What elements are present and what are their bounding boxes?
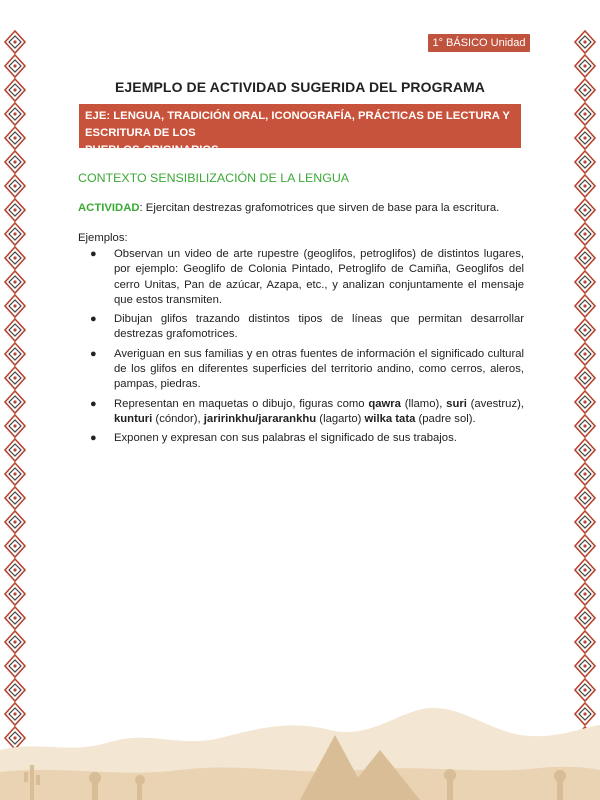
border-dot	[583, 520, 586, 523]
border-dot	[13, 280, 16, 283]
aymara-word: suri	[446, 397, 467, 410]
border-dot	[13, 64, 16, 67]
left-decorative-border	[4, 30, 26, 750]
activity-line	[78, 202, 528, 214]
text-segment: (lagarto)	[316, 412, 365, 425]
border-dot	[583, 544, 586, 547]
border-dot	[583, 496, 586, 499]
list-item-text: Dibujan glifos trazando distintos tipos de líneas que permitan desarrollar destrezas grafomotrices.	[114, 313, 524, 341]
border-dot	[13, 184, 16, 187]
border-dot	[13, 352, 16, 355]
list-item-text	[114, 398, 524, 425]
border-dot	[13, 520, 16, 523]
border-dot	[583, 40, 586, 43]
aymara-word: jaririnkhu/jararankhu	[203, 412, 317, 425]
border-dot	[13, 568, 16, 571]
border-dot	[583, 472, 586, 475]
border-dot	[13, 256, 16, 259]
border-dot	[13, 472, 16, 475]
border-dot	[583, 328, 586, 331]
eje-banner	[79, 104, 521, 156]
activity-text: : Ejercitan destrezas grafomotrices que sirven de base para la escritura.	[139, 202, 500, 214]
border-dot	[583, 208, 586, 211]
border-dot	[583, 448, 586, 451]
aymara-word: wilka tata	[364, 412, 416, 425]
border-dot	[13, 592, 16, 595]
border-dot	[583, 664, 586, 667]
eje-text-line1: EJE: LENGUA, TRADICIÓN ORAL, ICONOGRAFÍA, PRÁCTICAS DE LECTURA Y ESCRITURA DE LOS	[85, 110, 510, 139]
border-dot	[583, 160, 586, 163]
border-dot	[583, 304, 586, 307]
right-decorative-border	[574, 30, 596, 750]
border-dot	[583, 568, 586, 571]
border-dot	[583, 352, 586, 355]
list-item-text: Observan un video de arte rupestre (geoglifos, petroglifos) de distintos lugares, por ejemplo: Geoglifo de Colonia Pintado, Petroglifo de Camiña, Geoglifos del cerro Unitas, Pan de azúcar, Azapa, etc., y analizan conjuntamente el mensaje que estos transmiten.	[114, 248, 524, 306]
list-item	[80, 431, 524, 446]
border-dot	[583, 640, 586, 643]
text-segment: (cóndor),	[152, 412, 204, 425]
bullet-icon: ●	[90, 347, 97, 360]
bullet-icon: ●	[90, 313, 97, 326]
border-dot	[583, 184, 586, 187]
border-dot	[583, 616, 586, 619]
text-segment: (llamo),	[400, 397, 447, 410]
list-item	[80, 312, 524, 343]
text-segment: (avestruz),	[466, 397, 524, 410]
border-dot	[583, 112, 586, 115]
grade-unit-badge: 1° BÁSICO Unidad 3	[428, 34, 530, 52]
page-title: EJEMPLO DE ACTIVIDAD SUGERIDA DEL PROGRAMA	[114, 79, 486, 95]
list-item	[80, 247, 524, 308]
text-segment: (padre sol).	[415, 412, 476, 425]
border-dot	[13, 376, 16, 379]
section-heading: CONTEXTO SENSIBILIZACIÓN DE LA LENGUA	[78, 171, 350, 185]
border-dot	[13, 40, 16, 43]
list-item	[80, 397, 524, 428]
border-dot	[13, 208, 16, 211]
list-item-text: Exponen y expresan con sus palabras el significado de sus trabajos.	[114, 432, 457, 445]
border-dot	[13, 328, 16, 331]
border-dot	[13, 160, 16, 163]
aymara-word: kunturi	[114, 412, 153, 425]
border-dot	[13, 136, 16, 139]
border-dot	[583, 136, 586, 139]
border-dot	[13, 112, 16, 115]
rupestrian-landscape-illustration	[0, 680, 600, 800]
bullet-icon: ●	[90, 432, 97, 445]
bullet-icon: ●	[90, 397, 97, 410]
border-dot	[583, 376, 586, 379]
border-dot	[583, 64, 586, 67]
border-dot	[583, 280, 586, 283]
text-segment: Representan en maquetas o dibujo, figuras como	[114, 397, 369, 410]
border-dot	[13, 424, 16, 427]
border-dot	[13, 640, 16, 643]
border-dot	[583, 256, 586, 259]
border-dot	[13, 304, 16, 307]
list-item-text: Averiguan en sus familias y en otras fuentes de información el significado cultural de los glifos en diferentes superficies del territorio andino, como cerros, aleros, pampas, piedras.	[114, 347, 524, 391]
border-dot	[13, 232, 16, 235]
border-dot	[13, 616, 16, 619]
activity-label: ACTIVIDAD	[78, 202, 140, 214]
border-dot	[583, 232, 586, 235]
border-dot	[583, 424, 586, 427]
list-item	[80, 347, 524, 393]
eje-text-line2: PUEBLOS ORIGINARIOS.	[85, 144, 222, 156]
examples-label: Ejemplos:	[78, 232, 128, 244]
border-dot	[13, 400, 16, 403]
bullet-icon: ●	[90, 248, 97, 260]
aymara-word: qawra	[368, 397, 401, 410]
border-dot	[13, 496, 16, 499]
border-dot	[13, 664, 16, 667]
border-dot	[583, 592, 586, 595]
border-dot	[13, 448, 16, 451]
examples-list	[80, 247, 524, 451]
border-dot	[583, 400, 586, 403]
border-dot	[13, 544, 16, 547]
